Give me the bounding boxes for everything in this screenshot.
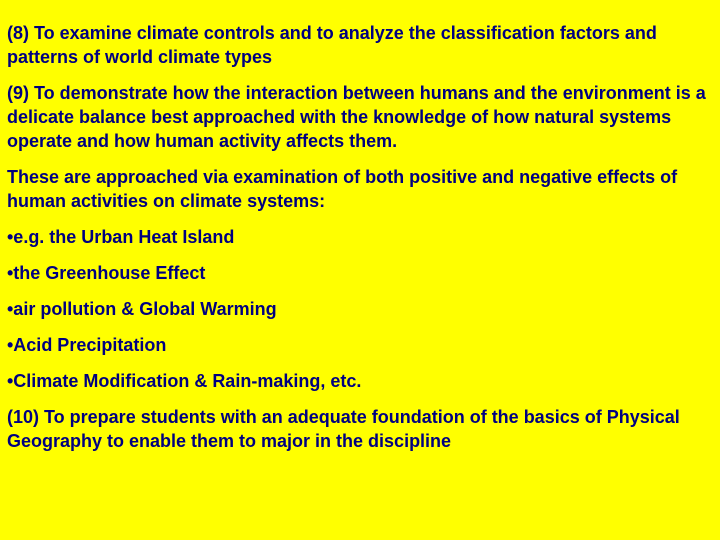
bullet-acid-precipitation: •Acid Precipitation	[7, 335, 167, 355]
bullet-climate-modification: •Climate Modification & Rain-making, etc.	[7, 371, 362, 391]
bullet-urban-heat-island: •e.g. the Urban Heat Island	[7, 227, 235, 247]
objective-8-paragraph: (8) To examine climate controls and to analyze the classification factors and patterns of world climate types	[7, 23, 657, 67]
objective-10-paragraph: (10) To prepare students with an adequate foundation of the basics of Physical Geography to enable them to major in the discipline	[7, 407, 680, 451]
bullet-greenhouse-effect: •the Greenhouse Effect	[7, 263, 206, 283]
approach-intro-paragraph: These are approached via examination of both positive and negative effects of human activities on climate systems:	[7, 167, 678, 211]
objective-9-paragraph: (9) To demonstrate how the interaction between humans and the environment is a delicate balance best approached with the knowledge of how natural systems operate and how human activity affects them.	[7, 83, 706, 151]
bullet-air-pollution: •air pollution & Global Warming	[7, 299, 277, 319]
